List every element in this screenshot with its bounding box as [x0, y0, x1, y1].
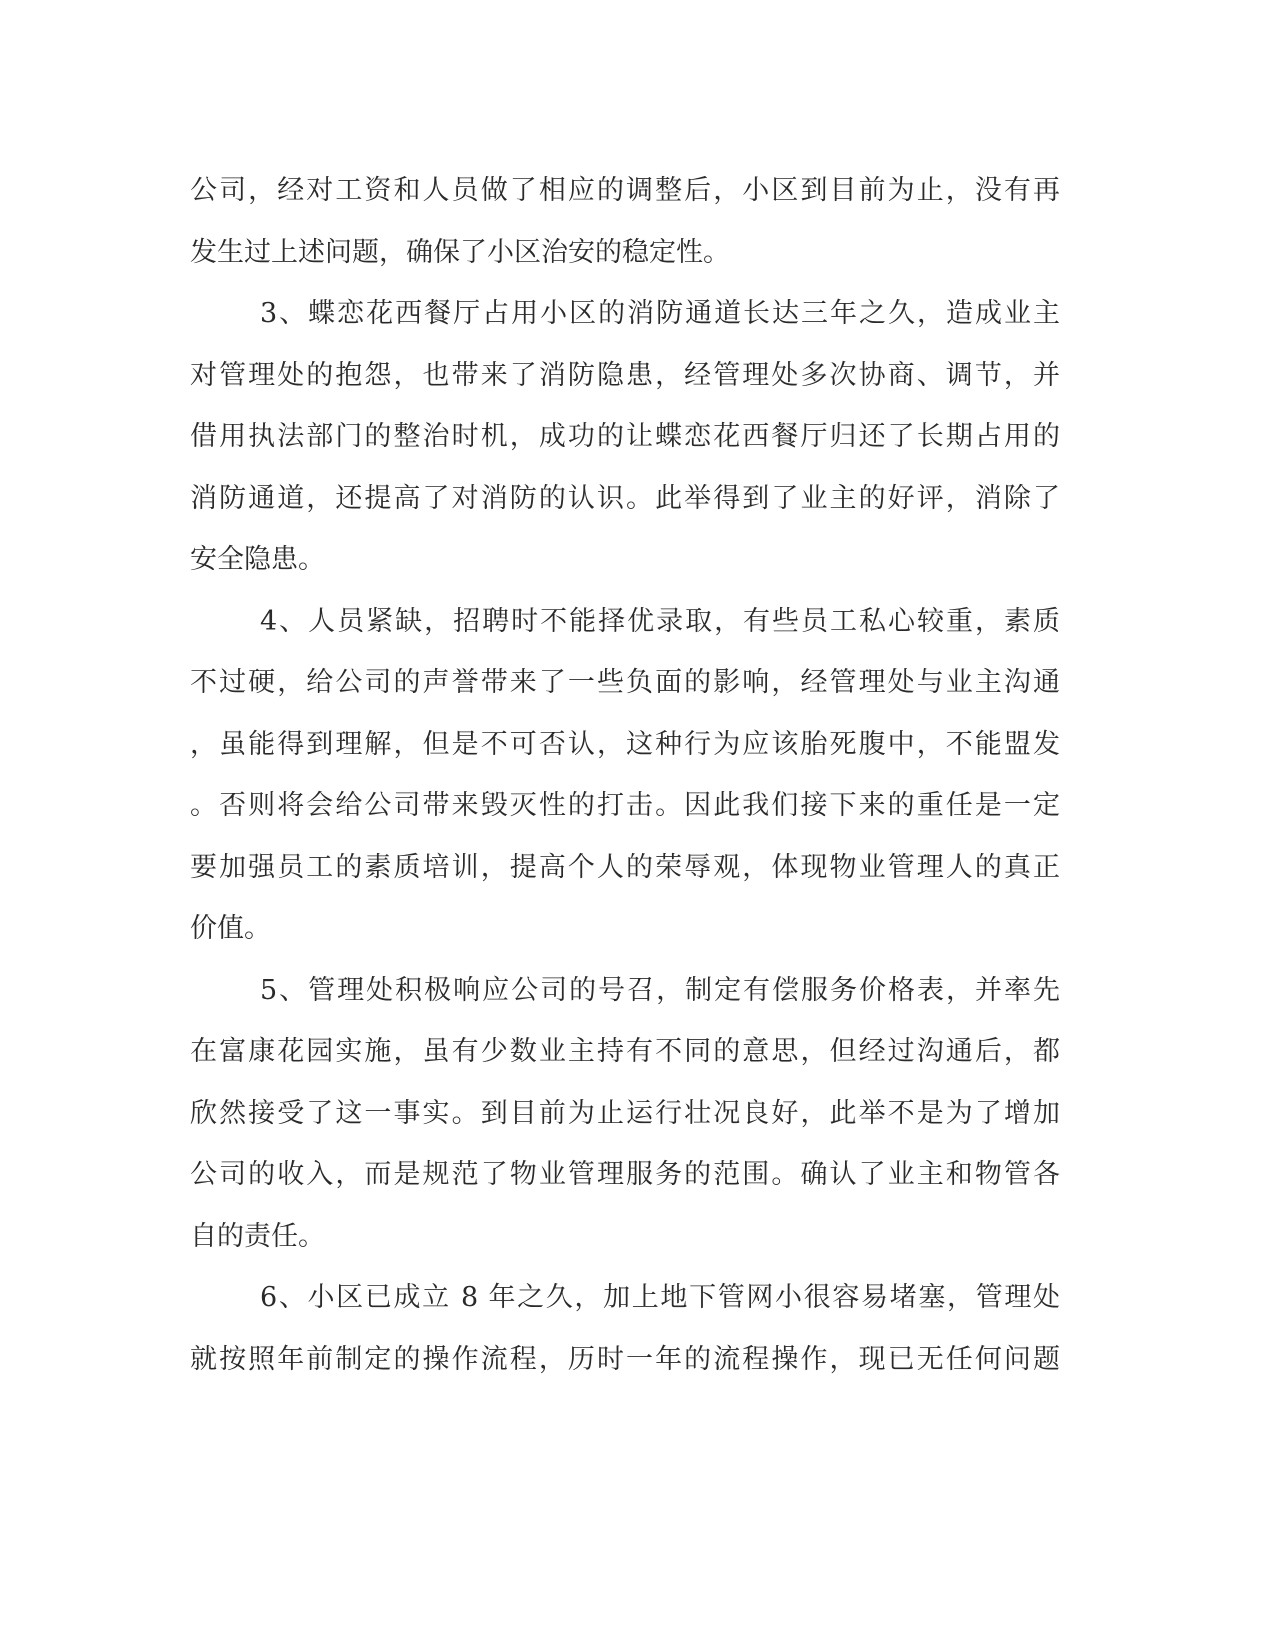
text-line: 发生过上述问题，确保了小区治安的稳定性。 — [190, 236, 730, 268]
text-line: 在富康花园实施，虽有少数业主持有不同的意思，但经过沟通后，都 — [190, 1036, 1060, 1067]
text-line: ，虽能得到理解，但是不可否认，这种行为应该胎死腹中，不能盟发 — [190, 728, 1060, 760]
paragraph-start-line: 4、人员紧缺，招聘时不能择优录取，有些员工私心较重，素质 — [260, 605, 1060, 637]
text-line: 要加强员工的素质培训，提高个人的荣辱观，体现物业管理人的真正 — [190, 851, 1060, 883]
text-line: 就按照年前制定的操作流程，历时一年的流程操作，现已无任何问题 — [190, 1343, 1060, 1375]
paragraph-start-line: 5、管理处积极响应公司的号召，制定有偿服务价格表，并率先 — [260, 974, 1060, 1006]
text-line: 公司，经对工资和人员做了相应的调整后，小区到目前为止，没有再 — [190, 175, 1060, 206]
text-line: 。否则将会给公司带来毁灭性的打击。因此我们接下来的重任是一定 — [190, 790, 1060, 821]
document-body — [190, 160, 1060, 1390]
text-line: 欣然接受了这一事实。到目前为止运行壮况良好，此举不是为了增加 — [190, 1097, 1060, 1129]
text-line: 对管理处的抱怨，也带来了消防隐患，经管理处多次协商、调节，并 — [190, 359, 1060, 391]
text-line: 安全隐患。 — [190, 544, 325, 575]
text-line: 不过硬，给公司的声誉带来了一些负面的影响，经管理处与业主沟通 — [190, 667, 1060, 698]
text-line: 消防通道，还提高了对消防的认识。此举得到了业主的好评，消除了 — [190, 482, 1060, 514]
text-line: 价值。 — [190, 913, 271, 944]
text-line: 公司的收入，而是规范了物业管理服务的范围。确认了业主和物管各 — [190, 1159, 1060, 1190]
paragraph-start-line: 6、小区已成立 8 年之久，加上地下管网小很容易堵塞，管理处 — [260, 1282, 1060, 1313]
text-line: 借用执法部门的整治时机，成功的让蝶恋花西餐厅归还了长期占用的 — [190, 421, 1060, 452]
text-line: 自的责任。 — [190, 1220, 325, 1252]
paragraph-start-line: 3、蝶恋花西餐厅占用小区的消防通道长达三年之久，造成业主 — [260, 298, 1060, 329]
